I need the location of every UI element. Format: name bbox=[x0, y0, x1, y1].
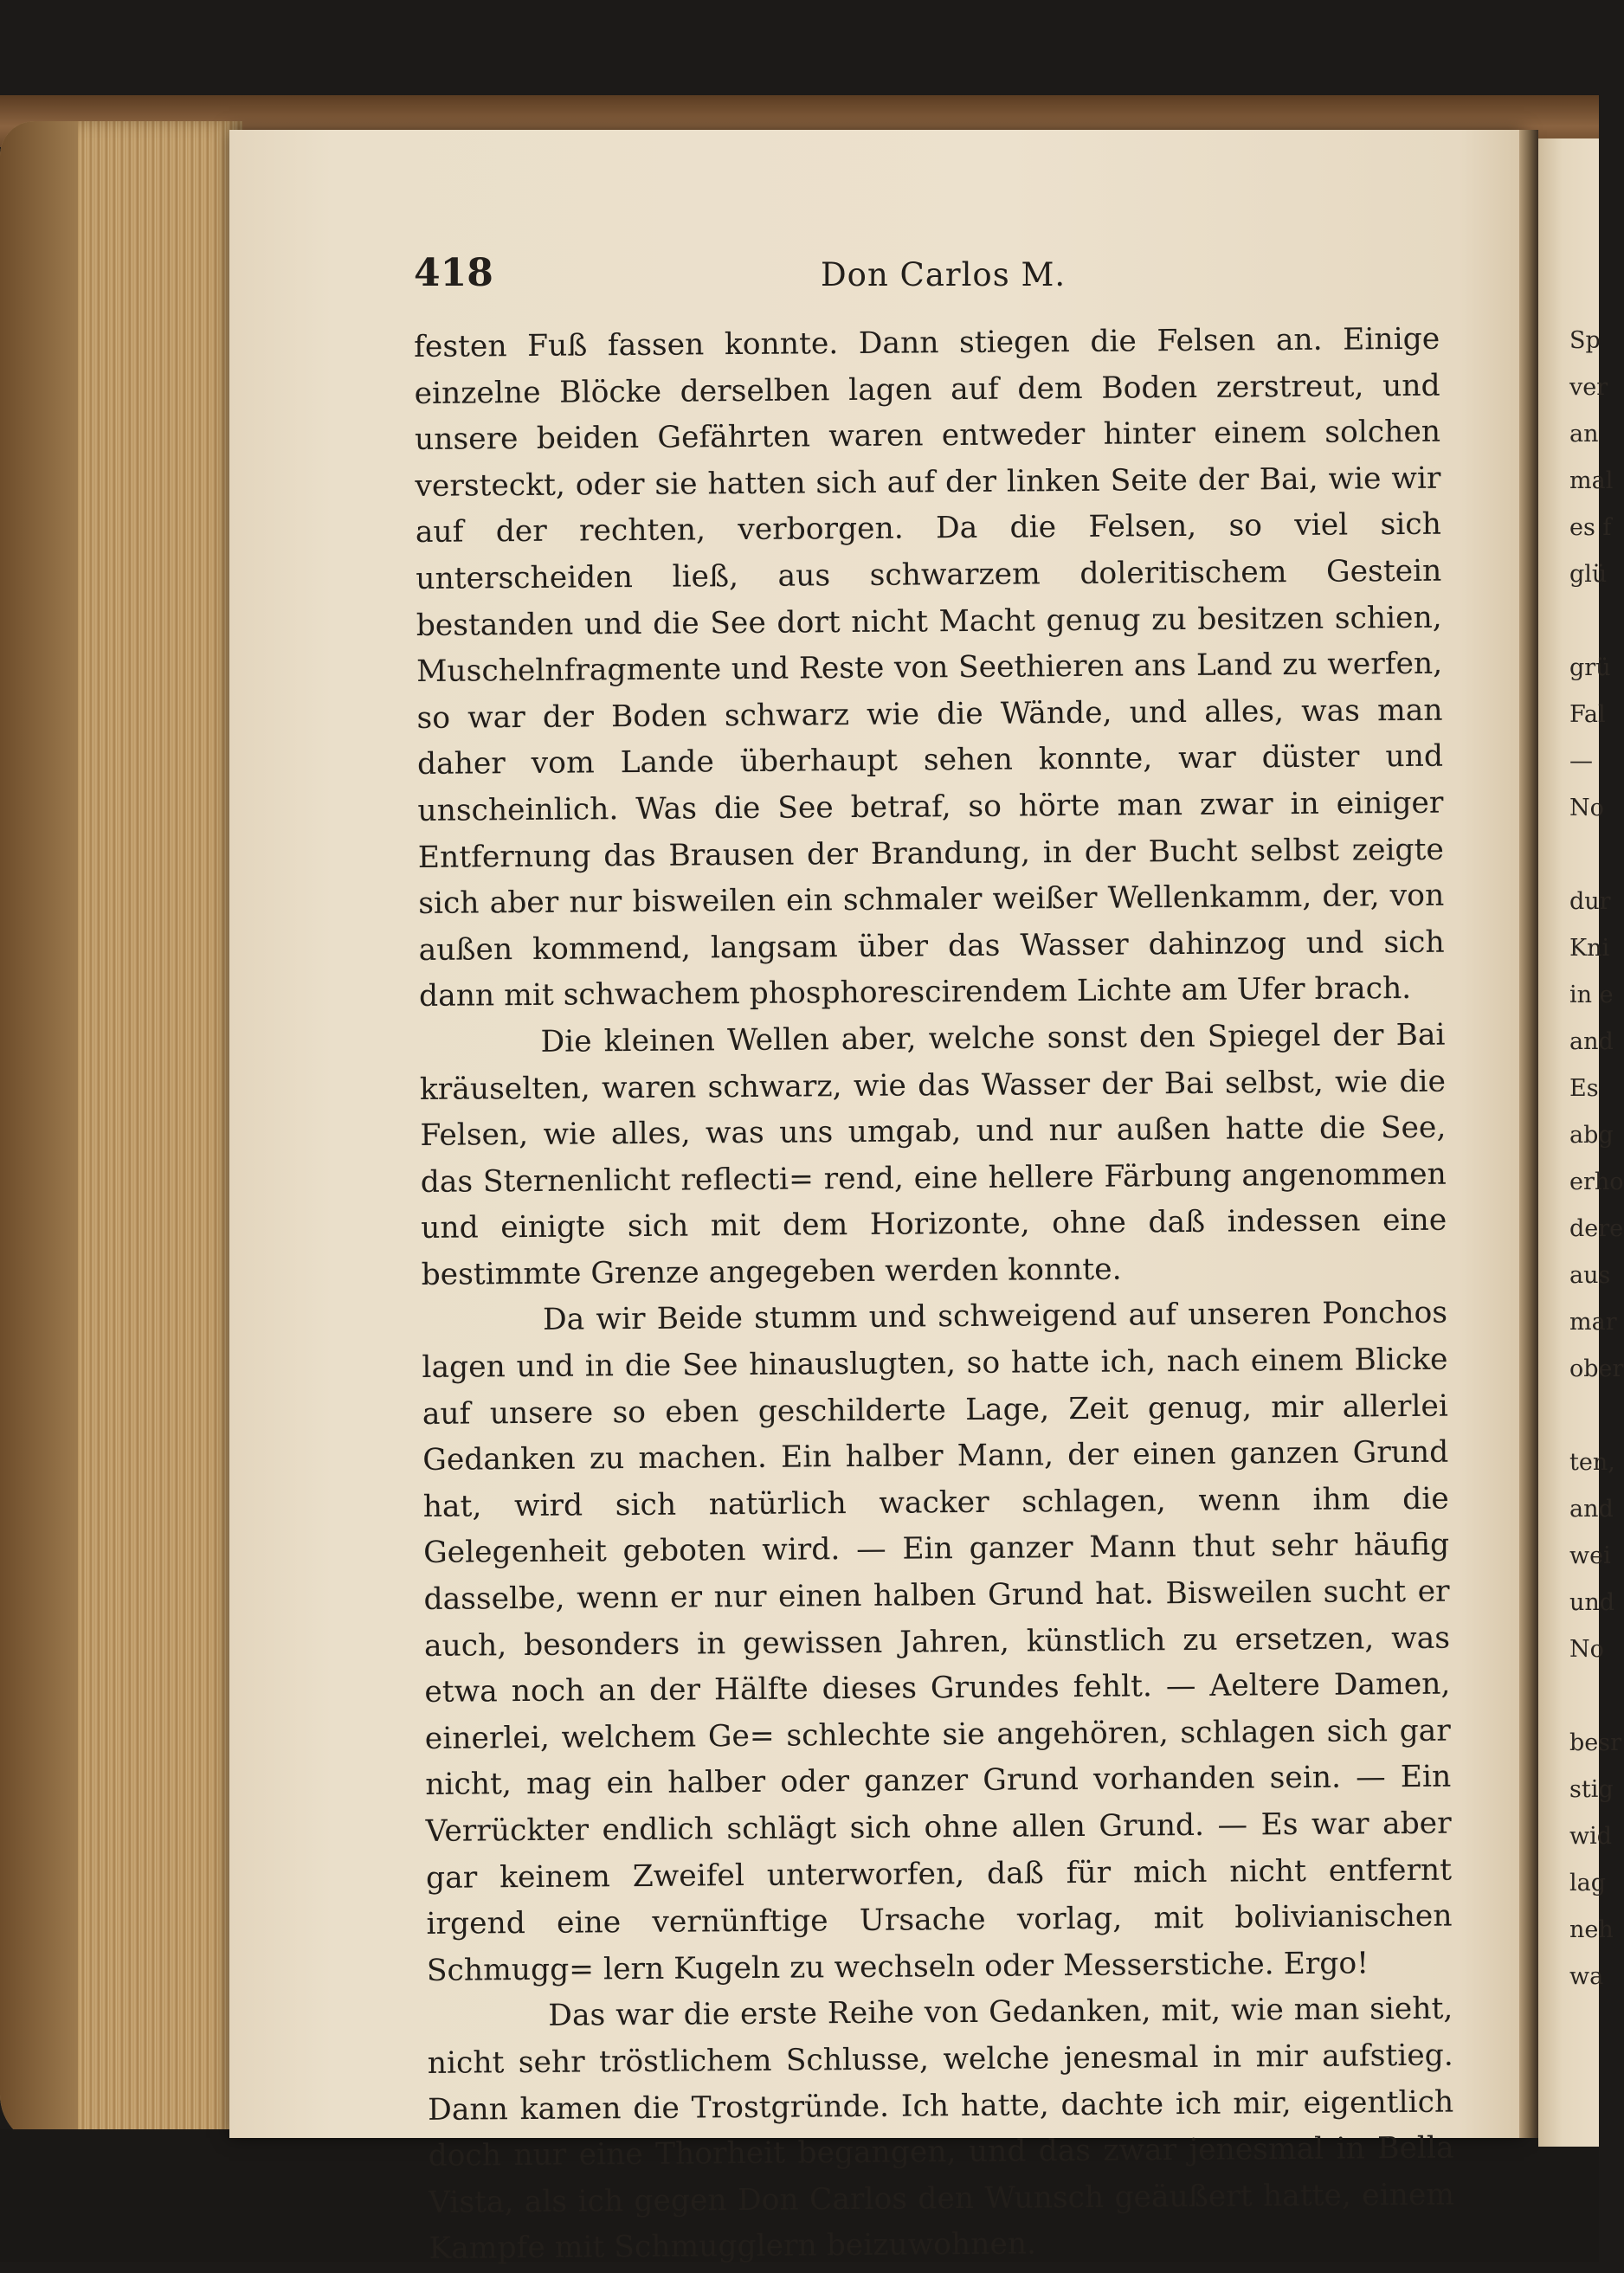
facing-fragment: grü bbox=[1569, 654, 1611, 681]
paragraph: Die kleinen Wellen aber, welche sonst den Spiegel der Bai kräuselten, waren schwarz, wie das Wasser der Bai selbst, wie die Felsen, wie alles, was uns umgab, und nur außen hatte die See, das Sternenlicht reflecti= rend, eine hellere Färbung angenommen und einigte sich mit dem Horizonte, ohne daß indessen eine bestimmte Grenze angegeben werden konnte. bbox=[419, 1017, 1447, 1292]
facing-fragment: aus bbox=[1569, 1262, 1611, 1289]
page-header bbox=[414, 251, 1435, 303]
paragraph: festen Fuß fassen konnte. Dann stiegen die Felsen an. Einige einzelne Blöcke derselben lagen auf dem Boden zerstreut, und unsere beiden Gefährten waren entweder hinter einem solchen versteckt, oder sie hatten sich auf der linken Seite der Bai, wie wir auf der rechten, verborgen. Da die Felsen, so viel sich unterscheiden ließ, aus schwarzem doleritischem Gestein bestanden und die See dort nicht Macht genug zu besitzen schien, Muschelnfragmente und Reste von Seethieren ans Land zu werfen, so war der Boden schwarz wie die Wände, und alles, was man daher vom Lande überhaupt sehen konnte, war düster und unscheinlich. Was die See betraf, so hörte man zwar in einiger Entfernung das Brausen der Brandung, in der Bucht selbst zeigte sich aber nur bisweilen ein schmaler weißer Wellenkamm, der, von außen kommend, langsam über das Wasser dahinzog und sich dann mit schwachem phosphorescirendem Lichte am Ufer brach. bbox=[414, 321, 1445, 1014]
facing-fragment: und bbox=[1569, 1589, 1615, 1616]
facing-fragment: lag bbox=[1569, 1870, 1607, 1896]
paragraph: Da wir Beide stumm und schweigend auf unseren Ponchos lagen und in die See hinauslugten, so hatte ich, nach einem Blicke auf unsere so eben geschilderte Lage, Zeit genug, mir allerlei Gedanken zu machen. Ein halber Mann, der einen ganzen Grund hat, wird sich natürlich wacker schlagen, wenn ihm die Gelegenheit geboten wird. — Ein ganzer Mann thut sehr häufig dasselbe, wenn er nur einen halben Grund hat. Bisweilen sucht er auch, besonders in gewissen Jahren, künstlich zu ersetzen, was etwa noch an der Hälfte dieses Grundes fehlt. — Aeltere Damen, einerlei, welchem Ge= schlechte sie angehören, schlagen sich gar nicht, mag ein halber oder ganzer Grund vorhanden sein. — Ein Verrückter endlich schlägt sich ohne allen Grund. — Es war aber gar keinem Zweifel unterworfen, daß für mich nicht entfernt irgend eine vernünftige Ursache vorlag, mit bolivianischen Schmugg= lern Kugeln zu wechseln oder Messerstiche. Ergo! bbox=[422, 1296, 1453, 1988]
facing-fragment: No bbox=[1569, 1636, 1604, 1663]
facing-fragment: besr bbox=[1569, 1729, 1622, 1756]
facing-fragment: Fal bbox=[1569, 701, 1606, 728]
facing-fragment: ten, bbox=[1569, 1449, 1615, 1476]
facing-fragment: Kni bbox=[1569, 935, 1610, 962]
facing-fragment: wei bbox=[1569, 1542, 1611, 1569]
facing-fragment: neh bbox=[1569, 1916, 1614, 1943]
page-number: 418 bbox=[414, 251, 493, 295]
facing-fragment: Es bbox=[1569, 1075, 1599, 1102]
facing-fragment: mar bbox=[1569, 1309, 1617, 1336]
facing-fragment: No bbox=[1569, 795, 1604, 821]
facing-fragment: wa bbox=[1569, 1963, 1604, 1990]
facing-fragment: ver bbox=[1569, 374, 1608, 401]
facing-fragment: dur bbox=[1569, 888, 1611, 915]
paragraph: Das war die erste Reihe von Gedanken, mit, wie man sieht, nicht sehr tröstlichem Schlusse, welche jenesmal in mir aufstieg. Dann kamen die Trostgründe. Ich hatte, dachte ich mir, eigentlich doch nur eine Thorheit begangen, und das zwar jenesmal in Bella Vista, als ich gegen Don Carlos den Wunsch geäußert hatte, einem Kampfe mit Schmugglern beizuwohnen. bbox=[427, 1992, 1455, 2267]
facing-fragment: es f bbox=[1569, 514, 1612, 541]
facing-fragment: — bbox=[1569, 748, 1593, 775]
facing-fragment: an bbox=[1569, 421, 1599, 448]
facing-fragment: Sp bbox=[1569, 327, 1601, 354]
facing-fragment: stig bbox=[1569, 1776, 1614, 1803]
facing-fragment: in e bbox=[1569, 982, 1614, 1008]
facing-fragment: and bbox=[1569, 1496, 1614, 1523]
facing-fragment: ober bbox=[1569, 1355, 1624, 1382]
facing-fragment: glü bbox=[1569, 561, 1608, 588]
facing-fragment: abg bbox=[1569, 1122, 1614, 1149]
book-gutter bbox=[1519, 130, 1538, 2138]
facing-fragment: erho bbox=[1569, 1169, 1624, 1195]
running-title: Don Carlos M. bbox=[821, 256, 1067, 293]
page-block-fore-edge bbox=[0, 121, 242, 2147]
facing-fragment: mal bbox=[1569, 467, 1614, 494]
facing-fragment: wid bbox=[1569, 1823, 1613, 1850]
facing-fragment: dere bbox=[1569, 1215, 1624, 1242]
facing-fragment: and bbox=[1569, 1028, 1614, 1055]
body-text bbox=[414, 317, 1455, 2273]
facing-page bbox=[1538, 138, 1624, 2147]
